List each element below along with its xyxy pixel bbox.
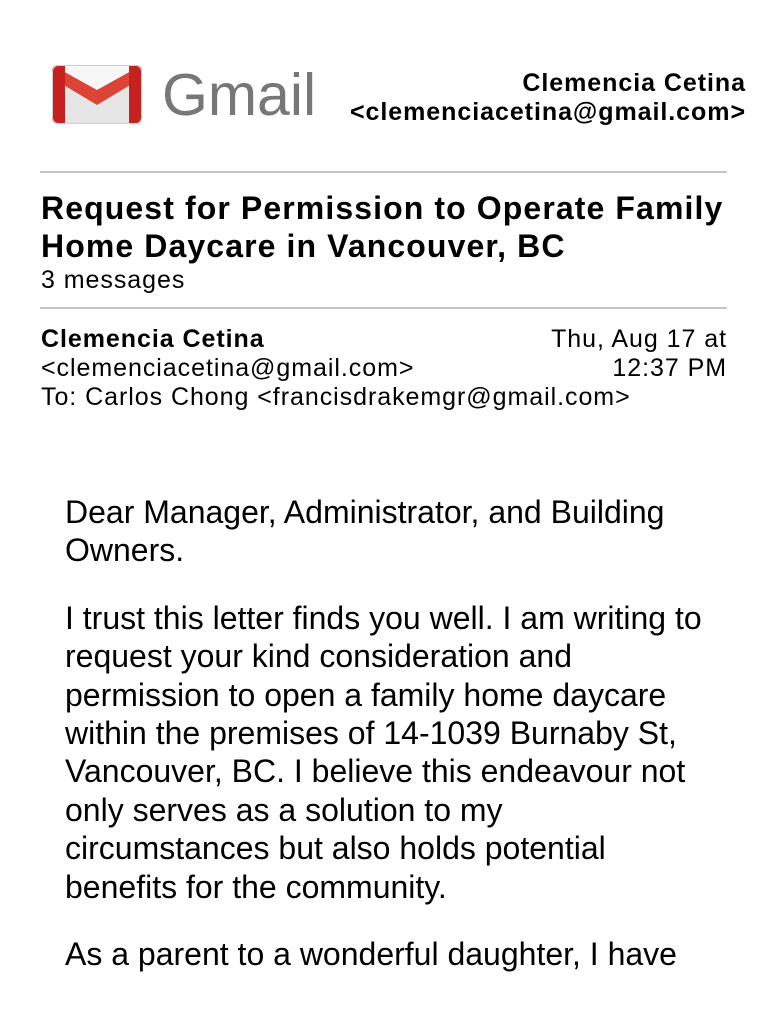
gmail-envelope-icon	[52, 65, 142, 124]
body-paragraph	[65, 935, 702, 973]
body-line: circumstances but also holds potential	[65, 830, 606, 867]
divider	[40, 171, 727, 173]
thread-subject: Request for Permission to Operate Family Home Daycare in Vancouver, BC	[41, 190, 724, 264]
divider	[40, 307, 727, 309]
body-line: request your kind consideration and	[65, 638, 572, 675]
body-line: I trust this letter finds you well. I am writing to	[65, 599, 702, 636]
body-line: within the premises of 14-1039 Burnaby St,	[65, 715, 677, 752]
recipient-label: To:	[41, 383, 78, 411]
body-line: benefits for the community.	[65, 868, 447, 905]
body-line: permission to open a family home daycare	[65, 676, 667, 713]
gmail-wordmark: Gmail	[162, 62, 317, 128]
body-line: Owners.	[65, 532, 185, 569]
body-line: Vancouver, BC. I believe this endeavour not	[65, 753, 686, 790]
recipient-value: Carlos Chong <francisdrakemgr@gmail.com>	[85, 383, 631, 411]
account-name: Clemencia Cetina	[522, 69, 746, 97]
recipient-line	[41, 383, 727, 412]
message-date: Thu, Aug 17 at 12:37 PM	[551, 325, 727, 382]
body-paragraph	[65, 493, 702, 570]
message-body	[65, 493, 702, 1002]
account-email: <clemenciacetina@gmail.com>	[349, 98, 746, 126]
message-header	[41, 325, 727, 412]
sender-name: Clemencia Cetina	[41, 325, 265, 353]
body-line: As a parent to a wonderful daughter, I have	[65, 936, 677, 973]
body-line: only serves as a solution to my	[65, 791, 503, 828]
sender-email: <clemenciacetina@gmail.com>	[41, 354, 415, 382]
account-info	[350, 69, 746, 127]
message-count: 3 messages	[41, 266, 186, 294]
body-line: Dear Manager, Administrator, and Building	[65, 494, 665, 530]
body-paragraph	[65, 599, 702, 906]
